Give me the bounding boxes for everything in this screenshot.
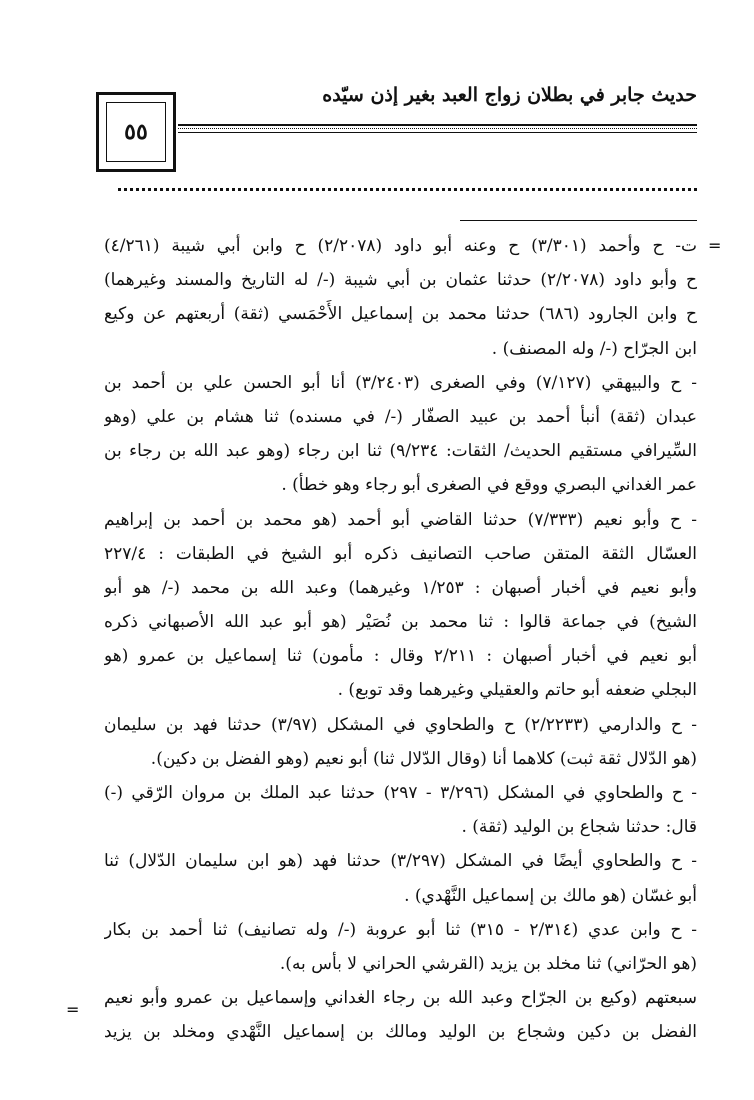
text-line: - ح وأبو نعيم (٧/٣٣٣) حدثنا القاضي أبو أحمد (هو محمد بن أحمد بن إبراهيم [104,509,697,530]
text-line: ح وأبو داود (٢/٢٠٧٨) حدثنا عثمان بن أبي شيبة (-/ له التاريخ والمسند وغيرهما) [104,270,697,291]
text-line: - ح وابن عدي (٢/٣١٤ - ٣١٥) ثنا أبو عروبة (-/ وله تصانيف) ثنا أحمد بن بكار [104,919,697,940]
continuation-mark-bottom: = [66,1000,80,1019]
continuation-mark-top: = [708,236,722,255]
text-line: - ح والدارمي (٢/٢٢٣٣) ح والطحاوي في المشكل (٣/٩٧) حدثنا فهد بن سليمان [104,714,697,735]
text-line: ح وابن الجارود (٦٨٦) حدثنا محمد بن إسماعيل الأَحْمَسي (ثقة) أربعتهم عن وكيع [104,304,697,325]
text-line: وأبو نعيم في أخبار أصبهان : ١/٢٥٣ وغيرهما) وعبد الله بن محمد (-/ هو أبو [104,577,697,598]
text-line: السِّيرافي مستقيم الحديث/ الثقات: ٩/٢٣٤) ثنا ابن رجاء (وهو عبد الله بن رجاء بن [104,441,697,462]
header-rule [178,124,697,133]
text-line: - ح والطحاوي أيضًا في المشكل (٣/٢٩٧) حدثنا فهد (هو ابن سليمان الدّلال) ثنا [104,851,697,872]
page-number-box [96,92,176,172]
text-line: عمر الغداني البصري ووقع في الصغرى أبو رجاء وهو خطأ) . [281,475,697,496]
footnote-rule [460,220,697,221]
text-line: الفضل بن دكين وشجاع بن الوليد ومالك بن إسماعيل النَّهْدي ومخلد بن يزيد [104,1022,697,1043]
text-line: ت- ح وأحمد (٣/٣٠١) ح وعنه أبو داود (٢/٢٠٧٨) ح وابن أبي شيبة (٤/٢٦١) [104,236,697,256]
text-line: الشيخ) في جماعة قالوا : ثنا محمد بن نُصَيْر (هو أبو عبد الله الأصبهاني ذكره [104,612,697,633]
text-line: - ح والبيهقي (٧/١٢٧) وفي الصغرى (٣/٢٤٠٣) أنا أبو الحسن علي بن أحمد بن [104,372,697,393]
text-line: قال: حدثنا شجاع بن الوليد (ثقة) . [461,817,697,838]
text-line: عبدان (ثقة) أنبأ أحمد بن عبيد الصفّار (-/ في مسنده) ثنا هشام بن علي (وهو [104,406,697,427]
text-line: - ح والطحاوي في المشكل (٣/٢٩٦ - ٢٩٧) حدثنا عبد الملك بن مروان الرّقي (-) [104,783,697,803]
text-line: سبعتهم (وكيع بن الجرّاح وعبد الله بن رجاء الغداني وإسماعيل بن عمرو وأبو نعيم [104,988,697,1009]
dotted-separator [118,178,697,191]
text-line: ابن الجرّاح (-/ وله المصنف) . [491,338,697,359]
text-line: أبو غسّان (هو مالك بن إسماعيل النَّهْدي) . [404,885,697,906]
text-line: (هو الحرّاني) ثنا مخلد بن يزيد (القرشي الحراني لا بأس به). [279,953,697,974]
text-line: أبو نعيم في أخبار أصبهان : ٢/٢١١ وقال : مأمون) ثنا إسماعيل بن عمرو (هو [104,646,697,667]
text-line: (هو الدّلال ثقة ثبت) كلاهما أنا (وقال الدّلال ثنا) أبو نعيم (وهو الفضل بن دكين). [150,748,697,769]
text-line: البجلي ضعفه أبو حاتم والعقيلي وغيرهما وقد توبع) . [337,680,697,701]
footnote-text [104,229,697,1050]
running-title: حديث جابر في بطلان زواج العبد بغير إذن سيّده [322,84,697,106]
page-number: ٥٥ [106,102,166,162]
text-line: العسّال الثقة المتقن صاحب التصانيف ذكره أبو الشيخ في الطبقات : ٢٢٧/٤ [104,543,697,564]
